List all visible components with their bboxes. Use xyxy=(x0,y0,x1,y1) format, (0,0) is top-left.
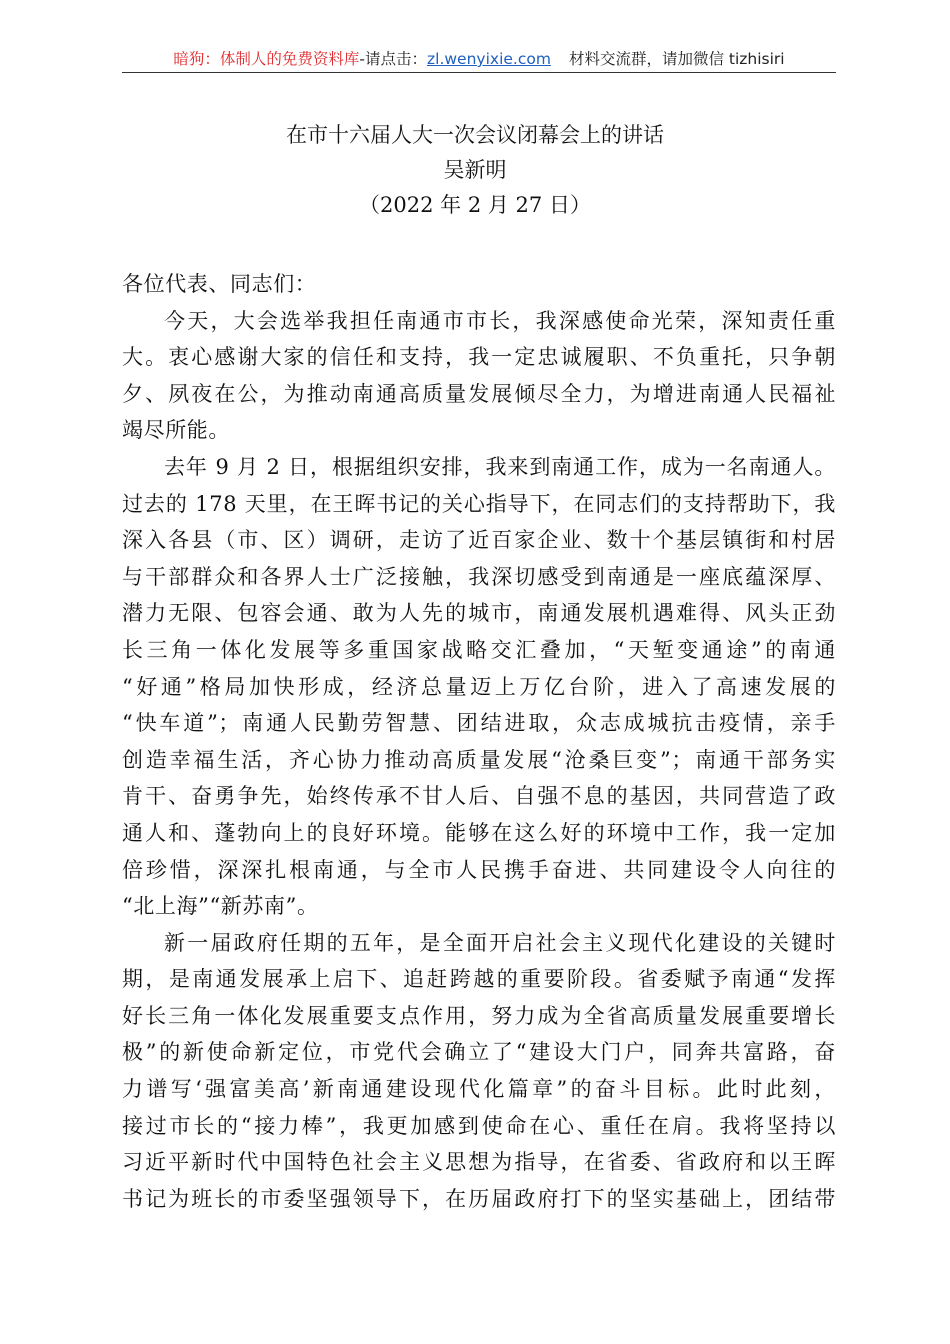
body-line: 去年 9 月 2 日，根据组织安排，我来到南通工作，成为一名南通人。 xyxy=(164,454,836,479)
body-line: 极”的新使命新定位，市党代会确立了“建设大门户，同奔共富路，奋 xyxy=(122,1040,836,1065)
body-line: 夕、夙夜在公，为推动南通高质量发展倾尽全力，为增进南通人民福祉 xyxy=(122,381,836,406)
body-line: 期，是南通发展承上启下、追赶跨越的重要阶段。省委赋予南通“发挥 xyxy=(122,967,836,992)
body-line: 与干部群众和各界人士广泛接触，我深切感受到南通是一座底蕴深厚、 xyxy=(122,564,836,589)
document-date: （2022 年 2 月 27 日） xyxy=(359,193,591,217)
body-line: 竭尽所能。 xyxy=(122,418,230,443)
body-line: 过去的 178 天里，在王晖书记的关心指导下，在同志们的支持帮助下，我 xyxy=(122,491,836,516)
body-line: “快车道”；南通人民勤劳智慧、团结进取，众志成城抗击疫情，亲手 xyxy=(122,711,836,736)
body-line: 肯干、奋勇争先，始终传承不甘人后、自强不息的基因，共同营造了政 xyxy=(122,784,836,809)
document-author: 吴新明 xyxy=(443,158,507,182)
body-line: 深入各县（市、区）调研，走访了近百家企业、数十个基层镇街和村居 xyxy=(122,528,836,553)
body-line: “北上海”“新苏南”。 xyxy=(122,894,319,919)
header-contact-info: 材料交流群，请加微信 tizhisiri xyxy=(568,50,785,68)
title-block xyxy=(0,118,950,223)
body-line: 长三角一体化发展等多重国家战略交汇叠加，“天堑变通途”的南通 xyxy=(122,637,836,662)
body-line: 书记为班长的市委坚强领导下，在历届政府打下的坚实基础上，团结带 xyxy=(122,1186,836,1211)
body-line: 习近平新时代中国特色社会主义思想为指导，在省委、省政府和以王晖 xyxy=(122,1150,836,1175)
document-body xyxy=(122,266,836,1217)
body-line: 倍珍惜，深深扎根南通，与全市人民携手奋进、共同建设令人向往的 xyxy=(122,857,836,882)
body-line: 好长三角一体化发展重要支点作用，努力成为全省高质量发展重要增长 xyxy=(122,1003,836,1028)
body-line: 创造幸福生活，齐心协力推动高质量发展“沧桑巨变”；南通干部务实 xyxy=(122,747,836,772)
salutation-line: 各位代表、同志们： xyxy=(122,272,317,296)
body-line: 新一届政府任期的五年，是全面开启社会主义现代化建设的关键时 xyxy=(164,930,836,955)
header-link[interactable]: zl.wenyixie.com xyxy=(427,50,551,68)
body-line: 潜力无限、包容会通、敢为人先的城市，南通发展机遇难得、风头正劲 xyxy=(122,601,836,626)
body-line: “好通”格局加快形成，经济总量迈上万亿台阶，进入了高速发展的 xyxy=(122,674,836,699)
header-prompt: -请点击： xyxy=(359,50,428,68)
body-line: 力谱写‘强富美高’新南通建设现代化篇章”的奋斗目标。此时此刻， xyxy=(122,1077,836,1102)
body-line: 大。衷心感谢大家的信任和支持，我一定忠诚履职、不负重托，只争朝 xyxy=(122,345,836,370)
header-brand: 暗狗：体制人的免费资料库 xyxy=(173,50,360,68)
body-line: 通人和、蓬勃向上的良好环境。能够在这么好的环境中工作，我一定加 xyxy=(122,820,836,845)
body-line: 今天，大会选举我担任南通市市长，我深感使命光荣，深知责任重 xyxy=(164,308,836,333)
page-header xyxy=(122,46,836,73)
body-line: 接过市长的“接力棒”，我更加感到使命在心、重任在肩。我将坚持以 xyxy=(122,1113,836,1138)
document-title: 在市十六届人大一次会议闭幕会上的讲话 xyxy=(286,123,664,147)
